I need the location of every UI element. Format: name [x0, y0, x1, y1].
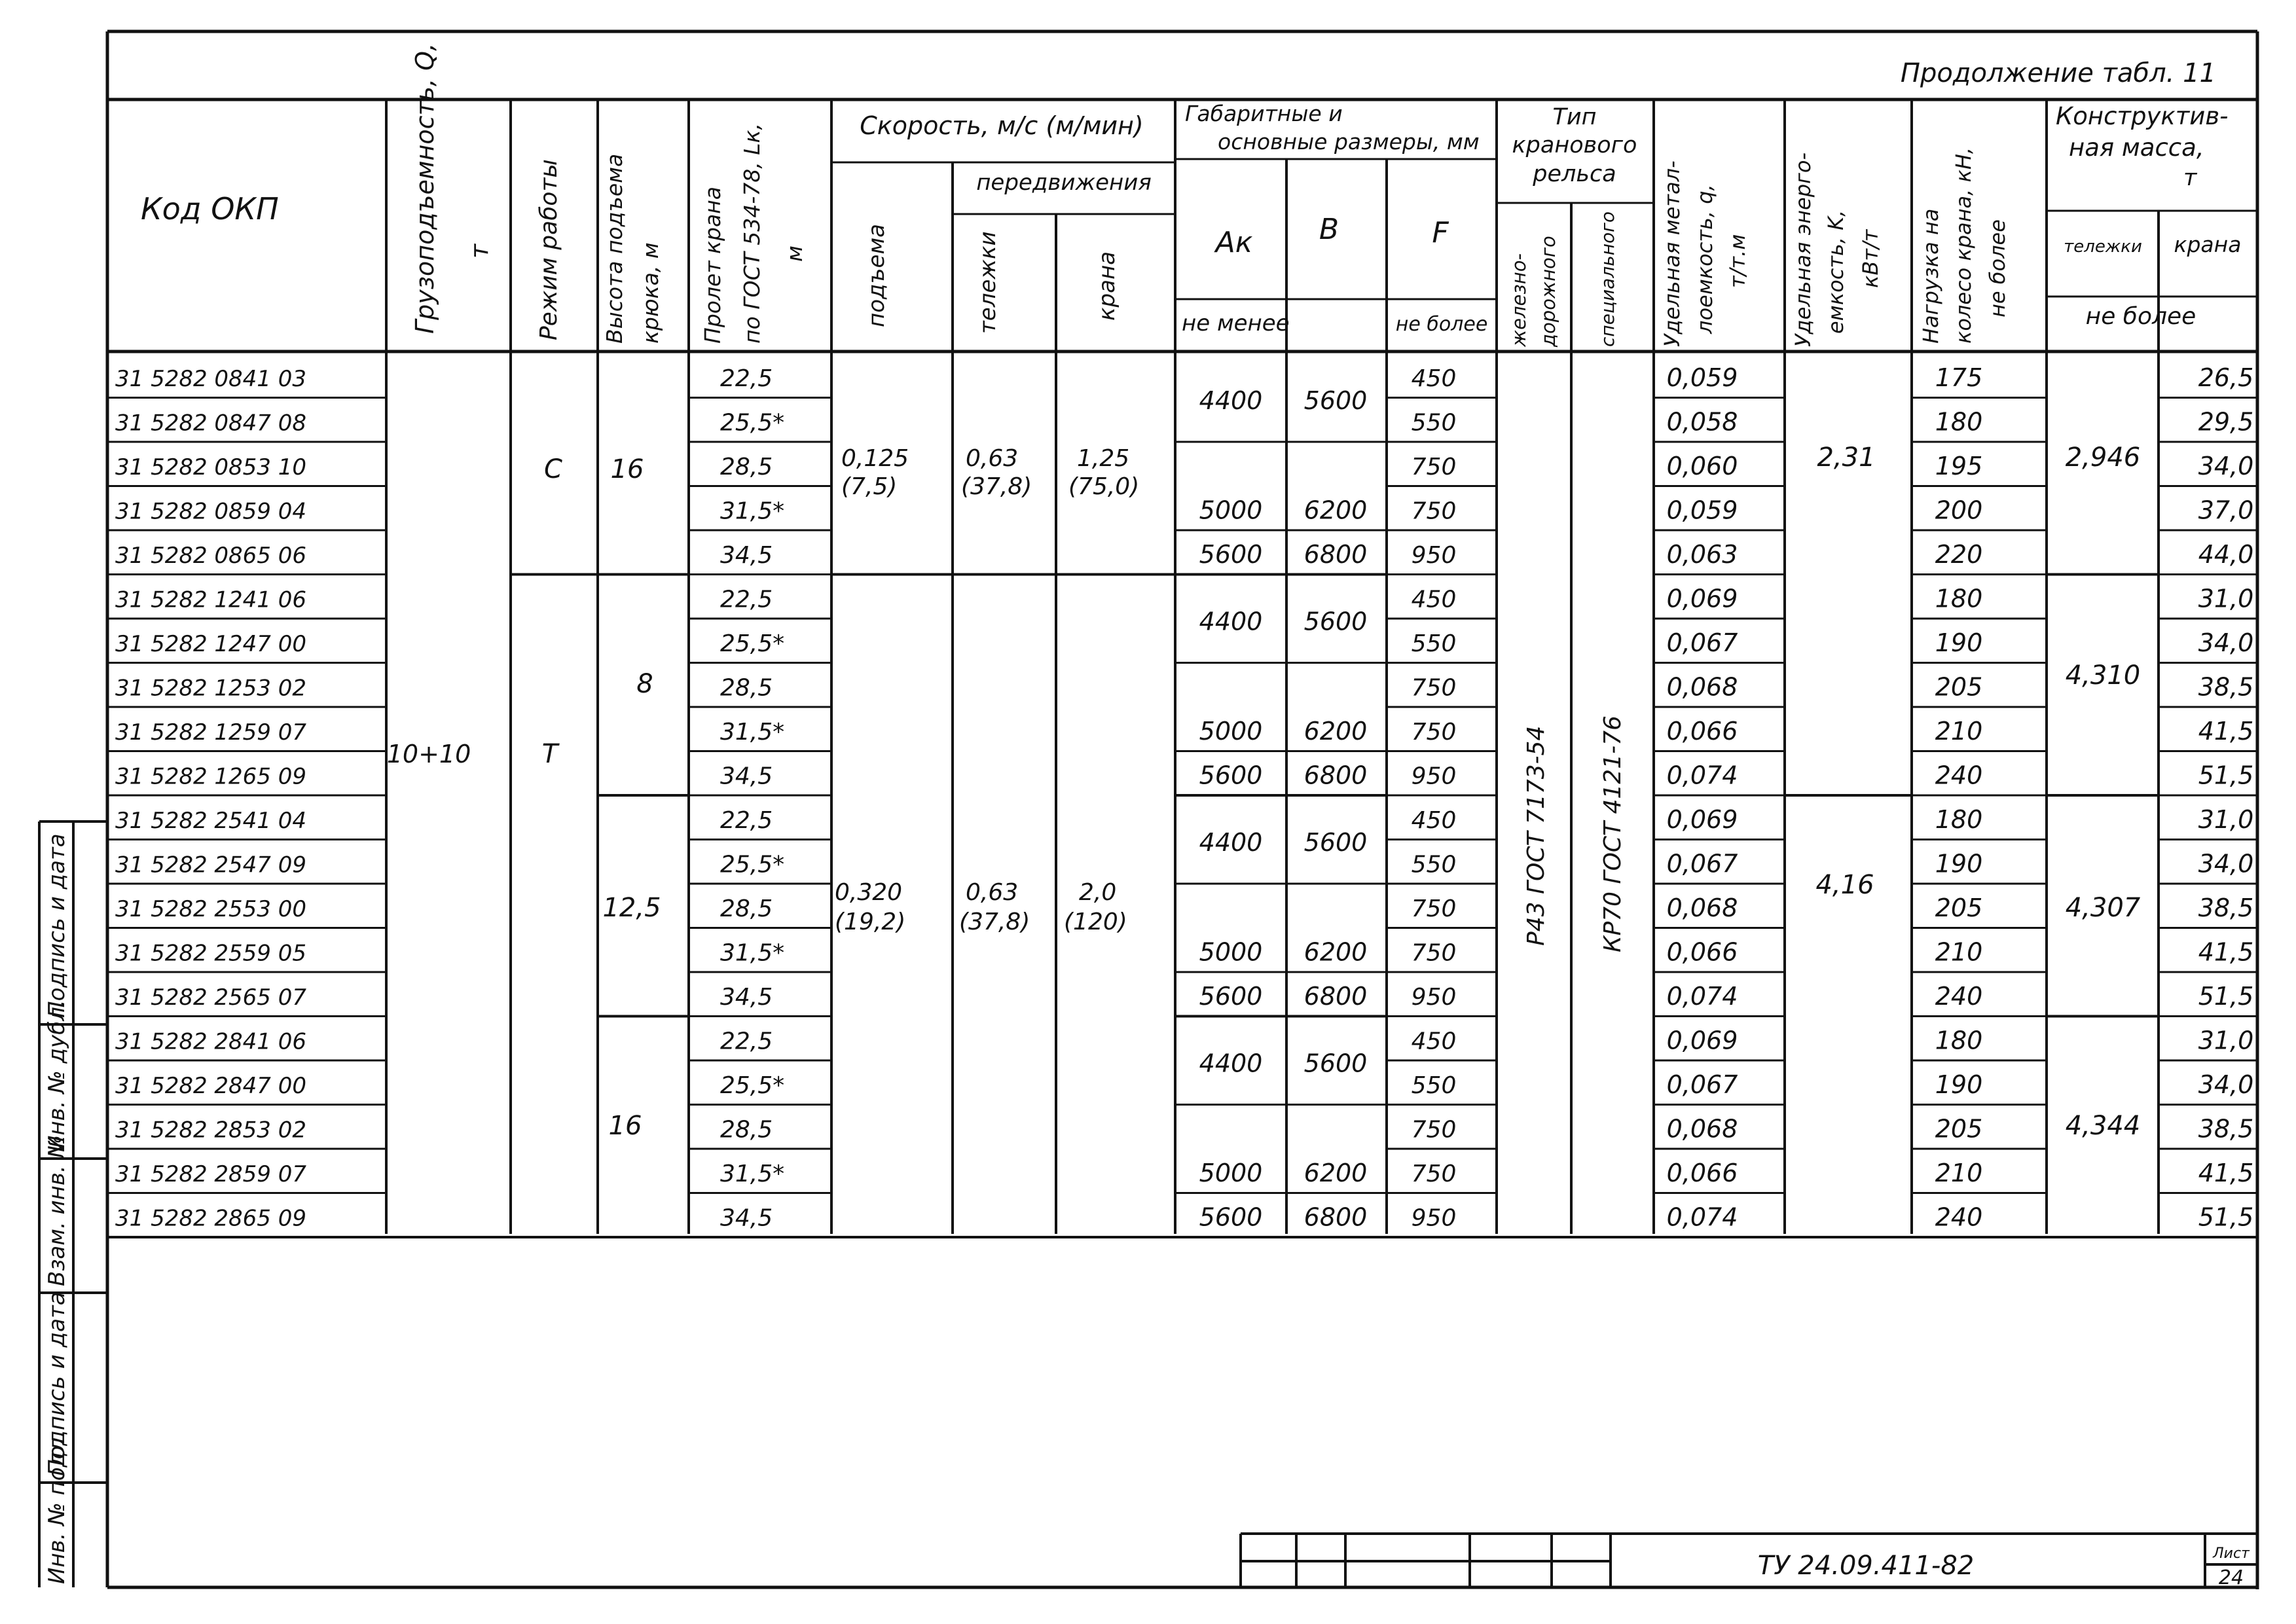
row-crane-mass: 38,5: [2198, 893, 2254, 922]
row-f: 450: [1411, 807, 1457, 834]
row-span: 31,5*: [720, 497, 785, 525]
row-span: 34,5: [720, 763, 773, 790]
height-16-a: 16: [610, 454, 644, 484]
row-wheel-load: 180: [1935, 584, 1983, 613]
row-crane-mass: 44,0: [2198, 540, 2254, 569]
sheet-label: Лист: [2213, 1545, 2250, 1562]
row-wheel-load: 180: [1935, 407, 1983, 437]
row-crane-mass: 38,5: [2198, 672, 2254, 702]
row-crane-mass: 34,0: [2198, 452, 2254, 480]
row-f: 750: [1411, 939, 1457, 967]
row-f: 750: [1411, 719, 1457, 746]
row-crane-mass: 38,5: [2198, 1114, 2254, 1144]
row-code: 31 5282 0853 10: [115, 454, 307, 480]
row-code: 31 5282 2565 07: [115, 984, 307, 1011]
row-code: 31 5282 0847 08: [115, 410, 307, 437]
row-f: 450: [1411, 365, 1457, 392]
dim-b-value: 6200: [1303, 496, 1368, 525]
row-wheel-load: 190: [1935, 1070, 1983, 1099]
dim-b-value: 5600: [1303, 828, 1368, 857]
header-wheel-3: не более: [1985, 219, 2010, 317]
row-wheel-load: 200: [1935, 496, 1983, 525]
row-span: 22,5: [720, 365, 773, 392]
mass-trolley-1: 2,946: [2065, 442, 2141, 473]
row-code: 31 5282 2865 09: [115, 1205, 307, 1232]
dim-a-value: 4400: [1199, 828, 1263, 857]
row-metal: 0,074: [1666, 982, 1738, 1011]
header-rail-1: Тип: [1552, 104, 1597, 130]
rail-railroad: Р43 ГОСТ 7173-54: [1523, 725, 1550, 946]
row-metal: 0,074: [1666, 1202, 1738, 1232]
row-wheel-load: 210: [1935, 717, 1983, 746]
speed-lift-2: 0,320: [835, 879, 903, 906]
row-span: 22,5: [720, 586, 773, 613]
dim-a-value: 5000: [1199, 496, 1263, 525]
speed-lift-1: 0,125: [841, 445, 909, 472]
row-crane-mass: 31,0: [2198, 584, 2254, 613]
row-f: 750: [1411, 454, 1457, 480]
header-mass-trolley: тележки: [2064, 237, 2142, 257]
header-dim-b: B: [1319, 213, 1339, 246]
mass-trolley-4: 4,344: [2065, 1111, 2141, 1141]
header-wheel-2: колесо крана, кН,: [1951, 147, 1976, 344]
header-dims-1: Габаритные и: [1185, 101, 1343, 126]
row-span: 25,5*: [720, 851, 785, 878]
row-span: 25,5*: [720, 630, 785, 657]
row-f: 950: [1411, 542, 1457, 569]
row-metal: 0,068: [1666, 1114, 1738, 1144]
row-metal: 0,059: [1666, 363, 1738, 392]
row-code: 31 5282 1241 06: [115, 586, 307, 613]
header-speed-trolley: тележки: [975, 231, 1001, 334]
row-f: 550: [1411, 1072, 1457, 1099]
row-wheel-load: 190: [1935, 849, 1983, 878]
row-metal: 0,066: [1666, 937, 1738, 967]
row-metal: 0,059: [1666, 496, 1738, 525]
dim-a-value: 5600: [1199, 1202, 1263, 1232]
row-f: 950: [1411, 763, 1457, 790]
row-code: 31 5282 0841 03: [115, 366, 307, 392]
row-crane-mass: 29,5: [2198, 407, 2254, 437]
row-wheel-load: 210: [1935, 1159, 1983, 1187]
header-energy-2: емкость, K,: [1823, 209, 1848, 334]
row-crane-mass: 41,5: [2198, 717, 2254, 746]
speed-lift-1b: (7,5): [841, 473, 898, 500]
row-f: 750: [1411, 497, 1457, 525]
row-span: 31,5*: [720, 939, 785, 967]
header-speed-lift: подъема: [864, 224, 890, 327]
row-crane-mass: 31,0: [2198, 805, 2254, 834]
row-metal: 0,069: [1666, 805, 1738, 834]
mass-trolley-2: 4,310: [2065, 660, 2141, 691]
row-metal: 0,060: [1666, 452, 1738, 480]
mode-t: Т: [541, 739, 558, 769]
header-mass-1: Конструктив-: [2056, 102, 2229, 130]
header-mass-2: ная масса,: [2069, 134, 2204, 162]
row-crane-mass: 34,0: [2198, 1070, 2254, 1099]
row-metal: 0,067: [1666, 628, 1738, 657]
dim-a-value: 5600: [1199, 761, 1263, 790]
header-code: Код ОКП: [141, 191, 279, 226]
row-crane-mass: 41,5: [2198, 1159, 2254, 1187]
row-code: 31 5282 0865 06: [115, 543, 307, 569]
header-mode: Режим работы: [536, 159, 562, 340]
row-crane-mass: 51,5: [2198, 761, 2254, 790]
speed-trolley-2: 0,63: [966, 879, 1019, 906]
row-code: 31 5282 1247 00: [115, 631, 307, 657]
row-crane-mass: 37,0: [2198, 496, 2254, 525]
header-wheel-1: Нагрузка на: [1918, 208, 1943, 344]
stamp-dup-inv: Инв. № дубл.: [44, 1000, 70, 1152]
header-rail-rr-2: дорожного: [1537, 236, 1559, 347]
header-not-less: не менее: [1182, 310, 1290, 336]
header-mass-3: т: [2183, 165, 2197, 191]
header-rail-special: специального: [1597, 211, 1618, 347]
row-span: 22,5: [720, 807, 773, 834]
row-span: 25,5*: [720, 1072, 785, 1099]
row-span: 34,5: [720, 984, 773, 1011]
speed-lift-2b: (19,2): [835, 909, 906, 935]
speed-trolley-1b: (37,8): [961, 473, 1032, 500]
row-span: 28,5: [720, 454, 773, 480]
row-wheel-load: 175: [1935, 363, 1983, 392]
row-code: 31 5282 2547 09: [115, 852, 307, 878]
doc-code: ТУ 24.09.411-82: [1757, 1551, 1975, 1581]
dim-b-value: 6800: [1303, 761, 1368, 790]
mass-trolley-3: 4,307: [2065, 893, 2141, 923]
row-wheel-load: 180: [1935, 805, 1983, 834]
table-body: [115, 363, 2253, 1232]
row-f: 550: [1411, 409, 1457, 437]
row-code: 31 5282 2541 04: [115, 808, 307, 834]
energy-2: 4,16: [1815, 870, 1874, 900]
header-mass-not-more: не более: [2085, 303, 2196, 330]
row-metal: 0,067: [1666, 1070, 1738, 1099]
row-crane-mass: 31,0: [2198, 1026, 2254, 1055]
row-wheel-load: 210: [1935, 937, 1983, 967]
dim-a-value: 4400: [1199, 386, 1263, 415]
row-wheel-load: 205: [1935, 1114, 1983, 1144]
header-height-1: Высота подъема: [602, 153, 627, 344]
header-speed-travel: передвижения: [976, 170, 1152, 196]
header-rail-rr-1: железно-: [1508, 253, 1530, 347]
row-code: 31 5282 0859 04: [115, 498, 307, 525]
row-wheel-load: 180: [1935, 1026, 1983, 1055]
header-capacity-1: Грузоподъемность, Q,: [410, 43, 439, 334]
row-code: 31 5282 2853 02: [115, 1117, 307, 1144]
row-metal: 0,063: [1666, 540, 1738, 569]
capacity-value: 10+10: [386, 740, 471, 768]
row-metal: 0,066: [1666, 717, 1738, 746]
dim-b-value: 5600: [1303, 607, 1368, 636]
row-span: 28,5: [720, 1116, 773, 1144]
row-wheel-load: 205: [1935, 672, 1983, 702]
row-wheel-load: 220: [1935, 540, 1983, 569]
row-metal: 0,067: [1666, 849, 1738, 878]
speed-crane-1b: (75,0): [1068, 473, 1140, 500]
stamp-orig-inv: Инв. № подл.: [44, 1430, 70, 1584]
row-metal: 0,058: [1666, 407, 1738, 437]
header-dims-2: основные размеры, мм: [1218, 129, 1480, 154]
row-wheel-load: 195: [1935, 452, 1983, 480]
row-f: 550: [1411, 851, 1457, 878]
dim-b-value: 6800: [1303, 982, 1368, 1011]
row-span: 31,5*: [720, 1161, 785, 1187]
row-crane-mass: 26,5: [2198, 363, 2254, 392]
row-metal: 0,069: [1666, 584, 1738, 613]
row-f: 750: [1411, 1116, 1457, 1144]
row-span: 34,5: [720, 542, 773, 569]
stamp-signature-date-2: Подпись и дата: [44, 1291, 70, 1476]
height-12-5: 12,5: [602, 893, 661, 923]
rail-special: КР70 ГОСТ 4121-76: [1599, 715, 1626, 952]
row-wheel-load: 240: [1935, 761, 1983, 790]
header-rail-2: кранового: [1512, 132, 1637, 158]
continuation-label: Продолжение табл. 11: [1900, 58, 2216, 88]
dim-a-value: 5000: [1199, 937, 1263, 967]
dim-a-value: 5000: [1199, 717, 1263, 746]
dim-b-value: 6800: [1303, 1202, 1368, 1232]
row-f: 750: [1411, 674, 1457, 702]
dim-b-value: 6200: [1303, 1159, 1368, 1187]
header-dim-f: F: [1432, 216, 1449, 249]
row-f: 450: [1411, 586, 1457, 613]
row-span: 28,5: [720, 895, 773, 922]
header-span-1: Пролет крана: [700, 187, 725, 344]
row-f: 450: [1411, 1028, 1457, 1055]
header-dim-a: Aк: [1215, 226, 1253, 259]
row-span: 22,5: [720, 1028, 773, 1055]
header-rail-3: рельса: [1533, 161, 1616, 187]
row-metal: 0,074: [1666, 761, 1738, 790]
row-span: 25,5*: [720, 409, 785, 437]
header-energy-1: Удельная энерго-: [1791, 153, 1815, 347]
header-speed-crane: крана: [1094, 251, 1120, 321]
row-crane-mass: 34,0: [2198, 628, 2254, 657]
dim-b-value: 6800: [1303, 540, 1368, 569]
row-code: 31 5282 2847 00: [115, 1073, 307, 1099]
dim-b-value: 6200: [1303, 937, 1368, 967]
header-span-3: м: [782, 245, 807, 262]
row-metal: 0,068: [1666, 672, 1738, 702]
header-mass-crane: крана: [2174, 232, 2242, 257]
dim-a-value: 5600: [1199, 540, 1263, 569]
dim-b-value: 5600: [1303, 1049, 1368, 1078]
table-header: [141, 43, 2241, 348]
speed-trolley-2b: (37,8): [959, 909, 1030, 935]
row-crane-mass: 41,5: [2198, 937, 2254, 967]
row-span: 31,5*: [720, 719, 785, 746]
side-stamp: [39, 821, 107, 1587]
merged-cells: [387, 442, 2141, 1141]
row-code: 31 5282 2841 06: [115, 1028, 307, 1055]
row-wheel-load: 240: [1935, 1202, 1983, 1232]
mode-c: С: [544, 454, 562, 484]
row-code: 31 5282 2859 07: [115, 1161, 307, 1187]
row-code: 31 5282 2553 00: [115, 896, 307, 922]
row-code: 31 5282 2559 05: [115, 940, 307, 967]
row-f: 950: [1411, 984, 1457, 1011]
header-speed: Скорость, м/с (м/мин): [860, 111, 1144, 140]
row-crane-mass: 51,5: [2198, 1202, 2254, 1232]
header-metal-2: лоемкость, q,: [1692, 184, 1717, 334]
row-f: 550: [1411, 630, 1457, 657]
row-crane-mass: 51,5: [2198, 982, 2254, 1011]
row-code: 31 5282 1259 07: [115, 719, 307, 746]
speed-crane-2: 2,0: [1079, 879, 1117, 906]
stamp-signature-date-1: Подпись и дата: [44, 833, 70, 1018]
row-f: 750: [1411, 895, 1457, 922]
height-8: 8: [636, 669, 653, 699]
row-wheel-load: 205: [1935, 893, 1983, 922]
sheet-number: 24: [2218, 1566, 2244, 1589]
row-metal: 0,069: [1666, 1026, 1738, 1055]
stamp-replace-inv: Взам. инв. №: [44, 1135, 70, 1286]
dim-a-value: 4400: [1199, 1049, 1263, 1078]
header-metal-3: т/т.м: [1725, 234, 1750, 288]
row-code: 31 5282 1265 09: [115, 763, 307, 790]
dim-a-value: 5600: [1199, 982, 1263, 1011]
dim-b-value: 5600: [1303, 386, 1368, 415]
row-wheel-load: 190: [1935, 628, 1983, 657]
row-span: 28,5: [720, 674, 773, 702]
row-metal: 0,066: [1666, 1159, 1738, 1187]
speed-trolley-1: 0,63: [966, 445, 1019, 472]
height-16-b: 16: [608, 1111, 642, 1141]
row-f: 750: [1411, 1161, 1457, 1187]
speed-crane-1: 1,25: [1077, 445, 1130, 472]
energy-1: 2,31: [1817, 442, 1876, 473]
row-crane-mass: 34,0: [2198, 849, 2254, 878]
header-metal-1: Удельная метал-: [1660, 160, 1685, 347]
header-energy-3: кВт/т: [1858, 229, 1883, 288]
header-capacity-2: т: [465, 244, 494, 259]
header-span-2: по ГОСТ 534-78, Lк,: [739, 123, 765, 344]
row-f: 950: [1411, 1204, 1457, 1232]
header-not-more: не более: [1395, 313, 1488, 336]
dim-a-value: 4400: [1199, 607, 1263, 636]
dim-a-value: 5000: [1199, 1159, 1263, 1187]
row-span: 34,5: [720, 1204, 773, 1232]
dim-b-value: 6200: [1303, 717, 1368, 746]
speed-crane-2b: (120): [1064, 909, 1127, 935]
title-block: [1241, 1534, 2257, 1589]
row-code: 31 5282 1253 02: [115, 675, 307, 702]
row-wheel-load: 240: [1935, 982, 1983, 1011]
row-metal: 0,068: [1666, 893, 1738, 922]
header-height-2: крюка, м: [638, 242, 663, 344]
